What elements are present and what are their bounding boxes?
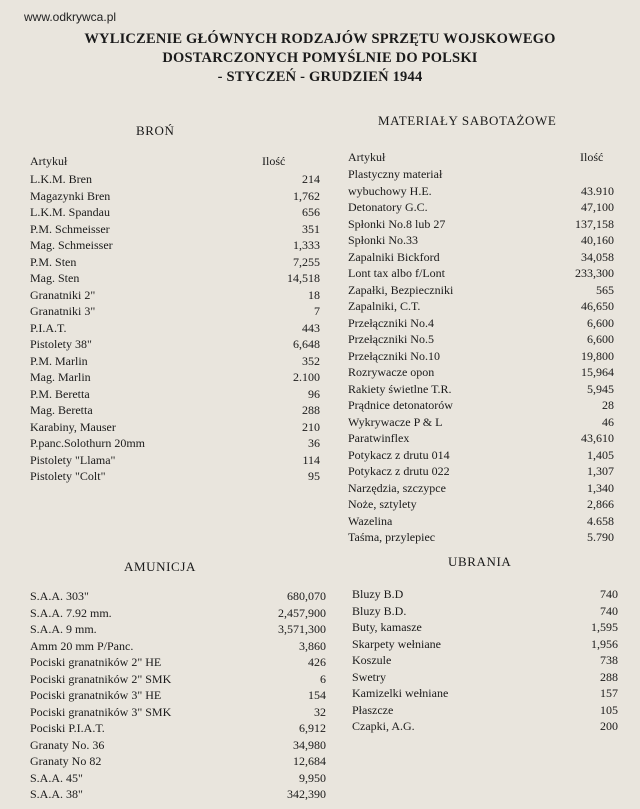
item-quantity: 738 [600, 653, 618, 667]
item-name: Narzędzia, szczypce [348, 480, 446, 495]
table-row [30, 654, 326, 671]
item-name: Mag. Sten [30, 271, 80, 285]
item-name: Pociski P.I.A.T. [30, 721, 105, 735]
item-quantity: 1,333 [293, 238, 320, 252]
item-name: Koszule [352, 653, 392, 667]
table-row [30, 188, 320, 205]
table-row [30, 704, 326, 721]
item-name: Granaty No. 36 [30, 737, 105, 752]
table-row [348, 183, 614, 200]
table-row [348, 199, 614, 216]
table-row [352, 652, 618, 669]
amunicja-table [30, 588, 326, 803]
table-row [348, 249, 614, 266]
table-row [30, 270, 320, 287]
amunicja-heading: AMUNICJA [124, 559, 196, 574]
item-name: Pistolety 38" [30, 337, 92, 351]
table-row [352, 636, 618, 653]
table-row [30, 621, 326, 638]
item-quantity: 46,650 [581, 299, 614, 313]
item-name: wybuchowy H.E. [348, 183, 432, 198]
item-name: Zapałki, Bezpieczniki [348, 282, 454, 297]
table-row [352, 702, 618, 719]
table-row [30, 336, 320, 353]
item-quantity: 43,610 [581, 431, 614, 445]
table-row [30, 588, 326, 605]
item-name: L.K.M. Spandau [30, 205, 110, 219]
table-row [352, 603, 618, 620]
title-line-1: WYLICZENIE GŁÓWNYCH RODZAJÓW SPRZĘTU WOJSKOWEGO [84, 31, 556, 47]
bron-col-item: Artykuł [30, 154, 68, 168]
item-quantity: 43.910 [581, 183, 614, 198]
table-row [348, 430, 614, 447]
table-row [348, 496, 614, 513]
materialy-col-qty: Ilość [580, 150, 604, 164]
item-name: Zapalniki, C.T. [348, 299, 421, 313]
table-row [348, 381, 614, 398]
table-row [352, 718, 618, 735]
table-row [348, 463, 614, 480]
table-row [30, 737, 326, 754]
ubrania-table [352, 586, 618, 735]
item-name: S.A.A. 7.92 mm. [30, 605, 112, 620]
table-row [30, 753, 326, 770]
item-quantity: 6,600 [587, 315, 614, 330]
table-row [348, 480, 614, 497]
item-quantity: 105 [600, 702, 618, 717]
item-name: Swetry [352, 669, 386, 684]
item-quantity: 426 [308, 655, 326, 669]
table-row [30, 419, 320, 436]
table-row [30, 402, 320, 419]
table-row [30, 720, 326, 737]
item-quantity: 157 [600, 686, 618, 700]
item-quantity: 288 [302, 403, 320, 417]
table-row [30, 320, 320, 337]
item-name: Czapki, A.G. [352, 719, 415, 733]
item-name: Spłonki No.33 [348, 233, 419, 247]
item-name: Przełączniki No.4 [348, 315, 434, 330]
table-row [348, 414, 614, 431]
item-quantity: 680,070 [287, 589, 326, 603]
item-quantity: 214 [302, 172, 320, 186]
item-name: Płaszcze [352, 702, 394, 717]
item-name: Prądnice detonatorów [348, 398, 453, 412]
item-name: Taśma, przylepiec [348, 530, 436, 544]
item-name: L.K.M. Bren [30, 172, 92, 186]
item-name: Potykacz z drutu 022 [348, 464, 450, 478]
table-row [30, 386, 320, 403]
item-quantity: 1,762 [293, 188, 320, 203]
item-name: P.panc.Solothurn 20mm [30, 436, 146, 450]
item-name: Paratwinflex [348, 431, 410, 445]
item-quantity: 5.790 [587, 530, 614, 544]
item-quantity: 6,912 [299, 721, 326, 735]
table-row [30, 254, 320, 271]
item-quantity: 288 [600, 669, 618, 684]
table-row [348, 348, 614, 365]
item-name: Granatniki 2" [30, 287, 96, 302]
item-name: Pociski granatników 2" SMK [30, 671, 172, 686]
item-name: S.A.A. 45" [30, 770, 83, 785]
item-quantity: 7,255 [293, 254, 320, 269]
item-quantity: 46 [602, 414, 614, 429]
table-row [352, 685, 618, 702]
table-row [348, 397, 614, 414]
item-name: Kamizelki wełniane [352, 686, 449, 700]
item-name: Lont tax albo f/Lont [348, 266, 445, 280]
bron-rows [30, 171, 320, 485]
item-name: Plastyczny materiał [348, 167, 443, 181]
item-quantity: 740 [600, 587, 618, 601]
item-quantity [524, 166, 614, 183]
item-name: Rozrywacze opon [348, 365, 435, 379]
item-name: Zapalniki Bickford [348, 249, 440, 264]
item-quantity: 154 [308, 688, 326, 702]
item-name: Rakiety świetlne T.R. [348, 381, 452, 396]
item-name: Wykrywacze P & L [348, 414, 443, 429]
table-row [348, 529, 614, 546]
title-line-3: - STYCZEŃ - GRUDZIEŃ 1944 [217, 69, 423, 85]
table-row [30, 786, 326, 803]
item-name: Buty, kamasze [352, 620, 422, 634]
item-name: Bluzy B.D. [352, 603, 407, 618]
item-quantity: 233,300 [575, 266, 614, 280]
table-row [348, 282, 614, 299]
item-name: Bluzy B.D [352, 587, 404, 601]
amunicja-rows [30, 588, 326, 803]
item-name: Granatniki 3" [30, 304, 96, 318]
item-name: S.A.A. 9 mm. [30, 622, 97, 636]
item-quantity: 114 [302, 452, 320, 467]
item-quantity: 200 [600, 719, 618, 733]
item-quantity: 15,964 [581, 365, 614, 379]
item-name: P.M. Beretta [30, 386, 90, 401]
item-quantity: 95 [308, 469, 320, 483]
table-row [348, 513, 614, 530]
item-name: Mag. Schmeisser [30, 238, 113, 252]
watermark: www.odkrywca.pl [24, 10, 117, 24]
table-row [30, 353, 320, 370]
item-quantity: 96 [308, 386, 320, 401]
item-name: Granaty No 82 [30, 754, 102, 768]
item-name: Pistolety "Llama" [30, 452, 116, 467]
item-quantity: 137,158 [575, 216, 614, 231]
table-row [352, 586, 618, 603]
item-name: Pociski granatników 2" HE [30, 655, 162, 669]
item-name: Karabiny, Mauser [30, 419, 116, 434]
item-quantity: 1,595 [591, 620, 618, 634]
item-quantity: 1,340 [587, 480, 614, 495]
table-row [30, 237, 320, 254]
item-name: Noże, sztylety [348, 497, 417, 511]
materialy-col-item: Artykuł [348, 150, 386, 164]
table-row [30, 435, 320, 452]
table-row [348, 364, 614, 381]
table-row [30, 204, 320, 221]
item-quantity: 12,684 [293, 754, 326, 768]
item-name: S.A.A. 38" [30, 787, 83, 801]
item-name: S.A.A. 303" [30, 589, 89, 603]
item-quantity: 40,160 [581, 233, 614, 247]
item-quantity: 6,600 [587, 332, 614, 346]
item-quantity: 34,980 [293, 737, 326, 752]
table-row [30, 687, 326, 704]
item-name: Mag. Marlin [30, 370, 91, 384]
materialy-rows [348, 166, 614, 546]
materialy-heading: MATERIAŁY SABOTAŻOWE [378, 113, 557, 128]
table-row [30, 605, 326, 622]
item-quantity: 9,950 [299, 770, 326, 785]
table-row [30, 770, 326, 787]
bron-col-qty: Ilość [262, 154, 286, 168]
item-quantity: 656 [302, 205, 320, 219]
item-name: Wazelina [348, 513, 393, 528]
item-quantity: 3,571,300 [278, 622, 326, 636]
table-row [30, 221, 320, 238]
item-quantity: 14,518 [287, 271, 320, 285]
item-quantity: 351 [302, 221, 320, 236]
item-quantity: 28 [602, 398, 614, 412]
table-row [30, 287, 320, 304]
item-name: P.M. Schmeisser [30, 221, 110, 236]
table-row [348, 265, 614, 282]
table-row [348, 331, 614, 348]
item-quantity: 443 [302, 320, 320, 335]
item-quantity: 47,100 [581, 200, 614, 214]
item-quantity: 740 [600, 603, 618, 618]
item-name: Mag. Beretta [30, 403, 93, 417]
table-row [348, 315, 614, 332]
table-row [30, 671, 326, 688]
title-line-2: DOSTARCZONYCH POMYŚLNIE DO POLSKI [162, 50, 478, 66]
item-quantity: 1,405 [587, 447, 614, 462]
item-quantity: 18 [308, 287, 320, 302]
item-quantity: 1,956 [591, 636, 618, 651]
table-row [30, 171, 320, 188]
item-quantity: 210 [302, 419, 320, 434]
item-name: Potykacz z drutu 014 [348, 447, 450, 462]
item-name: Pistolety "Colt" [30, 469, 106, 483]
item-quantity: 3,860 [299, 638, 326, 653]
bron-heading: BROŃ [136, 123, 175, 138]
table-row [30, 452, 320, 469]
materialy-table [348, 166, 614, 546]
table-row [30, 468, 320, 485]
item-name: Pociski granatników 3" SMK [30, 704, 172, 719]
table-row [348, 166, 614, 183]
item-quantity: 7 [314, 304, 320, 318]
item-name: Magazynki Bren [30, 188, 111, 203]
bron-table [30, 171, 320, 485]
item-quantity: 5,945 [587, 381, 614, 396]
item-quantity: 342,390 [287, 787, 326, 801]
item-name: Spłonki No.8 lub 27 [348, 216, 446, 231]
item-name: Pociski granatników 3" HE [30, 688, 162, 702]
table-row [30, 303, 320, 320]
item-name: Detonatory G.C. [348, 200, 428, 214]
item-quantity: 1,307 [587, 464, 614, 478]
item-quantity: 4.658 [587, 513, 614, 528]
item-quantity: 2,457,900 [278, 605, 326, 620]
table-row [30, 638, 326, 655]
table-row [30, 369, 320, 386]
item-quantity: 36 [308, 436, 320, 450]
page-title [0, 30, 640, 87]
table-row [352, 669, 618, 686]
item-quantity: 6 [320, 671, 326, 686]
item-name: Skarpety wełniane [352, 636, 441, 651]
ubrania-rows [352, 586, 618, 735]
item-name: Przełączniki No.10 [348, 348, 440, 363]
item-quantity: 2,866 [587, 497, 614, 511]
item-quantity: 32 [314, 704, 326, 719]
item-name: P.I.A.T. [30, 320, 67, 335]
item-quantity: 2.100 [293, 370, 320, 384]
table-row [348, 216, 614, 233]
item-name: P.M. Marlin [30, 353, 88, 368]
item-name: Przełączniki No.5 [348, 332, 434, 346]
item-name: P.M. Sten [30, 254, 77, 269]
ubrania-heading: UBRANIA [448, 554, 512, 569]
item-quantity: 34,058 [581, 249, 614, 264]
table-row [348, 447, 614, 464]
item-quantity: 565 [596, 282, 614, 297]
table-row [348, 298, 614, 315]
item-quantity: 352 [302, 353, 320, 368]
table-row [348, 232, 614, 249]
item-quantity: 19,800 [581, 348, 614, 363]
item-name: Amm 20 mm P/Panc. [30, 638, 134, 653]
table-row [352, 619, 618, 636]
item-quantity: 6,648 [293, 337, 320, 351]
